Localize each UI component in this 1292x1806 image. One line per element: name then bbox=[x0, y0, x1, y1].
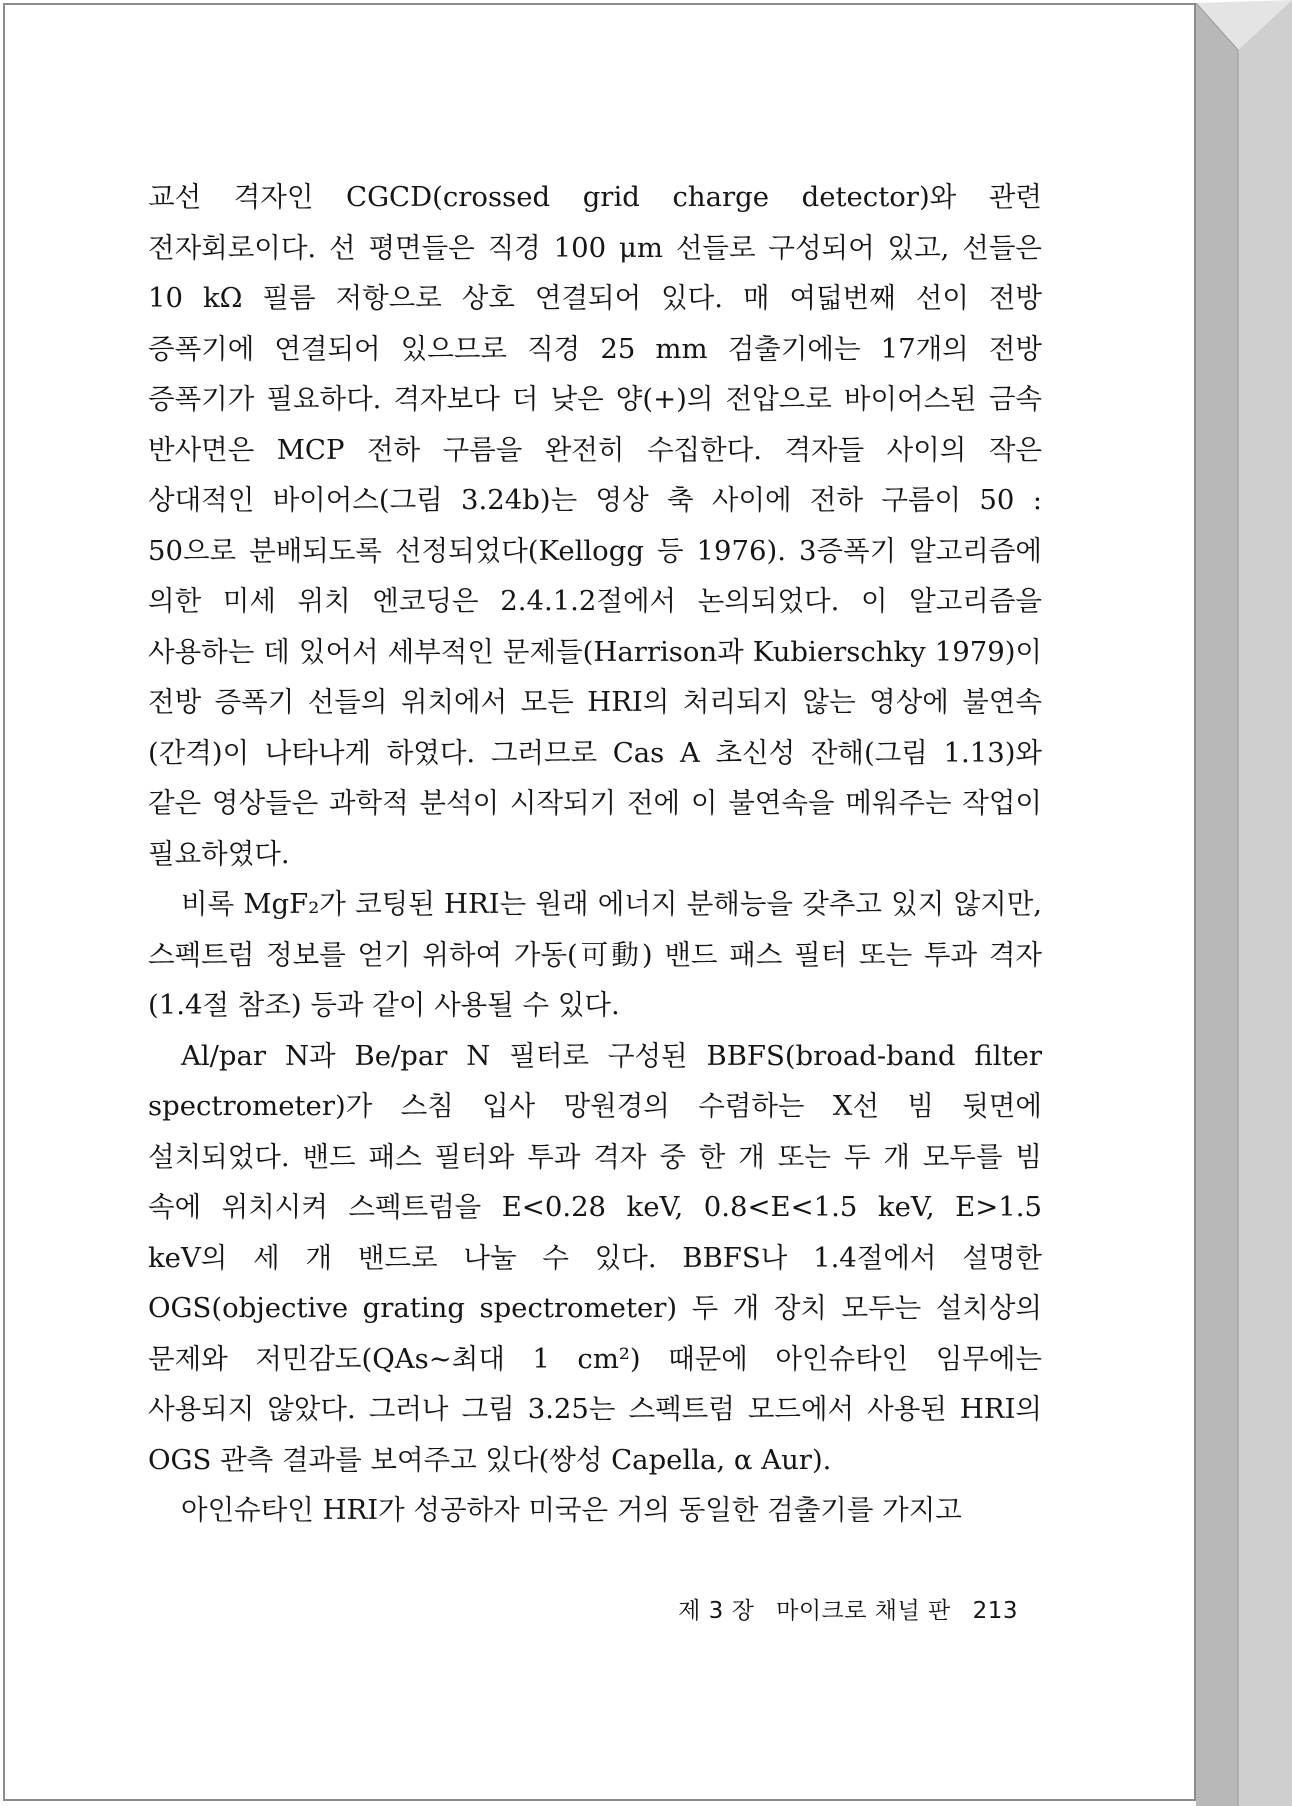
book-page-edge bbox=[1196, 0, 1292, 1806]
paragraph-1: 교선 격자인 CGCD(crossed grid charge detector)와 관련 전자회로이다. 선 평면들은 직경 100 μm 선들로 구성되어 있고, 선들은 10 kΩ 필름 저항으로 상호 연결되어 있다. 매 여덟번째 선이 전방 증폭기에 연결되어 있으므로 직경 25 mm 검출기에는 17개의 전방 증폭기가 필요하다. 격자보다 더 낮은 양(+)의 전압으로 바이어스된 금속 반사면은 MCP 전하 구름을 완전히 수집한다. 격자들 사이의 작은 상대적인 바이어스(그림 3.24b)는 영상 축 사이에 전하 구름이 50 : 50으로 분배되도록 선정되었다(Kellogg 등 1976). 3증폭기 알고리즘에 의한 미세 위치 엔코딩은 2.4.1.2절에서 논의되었다. 이 알고리즘을 사용하는 데 있어서 세부적인 문제들(Harrison과 Kubierschky 1979)이 전방 증폭기 선들의 위치에서 모든 HRI의 처리되지 않는 영상에 불연속(간격)이 나타나게 하였다. 그러므로 Cas A 초신성 잔해(그림 1.13)와 같은 영상들은 과학적 분석이 시작되기 전에 이 불연속을 메워주는 작업이 필요하였다. bbox=[148, 181, 1042, 870]
paragraph-3: Al/par N과 Be/par N 필터로 구성된 BBFS(broad-band filter spectrometer)가 스침 입사 망원경의 수렴하는 X선 빔 뒷면에 설치되었다. 밴드 패스 필터와 투과 격자 중 한 개 또는 두 개 모두를 빔 속에 위치시켜 스펙트럼을 E<0.28 keV, 0.8<E<1.5 keV, E>1.5 keV의 세 개 밴드로 나눌 수 있다. BBFS나 1.4절에서 설명한 OGS(objective grating spectrometer) 두 개 장치 모두는 설치상의 문제와 저민감도(QAs~최대 1 cm²) 때문에 아인슈타인 임무에는 사용되지 않았다. 그러나 그림 3.25는 스펙트럼 모드에서 사용된 HRI의 OGS 관측 결과를 보여주고 있다(쌍성 Capella, α Aur). bbox=[148, 1039, 1042, 1476]
page-footer bbox=[678, 1592, 1018, 1625]
paragraph-4: 아인슈타인 HRI가 성공하자 미국은 거의 동일한 검출기를 가지고 bbox=[181, 1494, 962, 1526]
body-text bbox=[148, 172, 1042, 1536]
footer-chapter-title: 마이크로 채널 판 bbox=[776, 1598, 951, 1624]
footer-page-number: 213 bbox=[972, 1598, 1018, 1624]
footer-chapter: 제 3 장 bbox=[678, 1598, 755, 1624]
paragraph-2: 비록 MgF₂가 코팅된 HRI는 원래 에너지 분해능을 갖추고 있지 않지만, 스펙트럼 정보를 얻기 위하여 가동(可動) 밴드 패스 필터 또는 투과 격자(1.4절 참조) 등과 같이 사용될 수 있다. bbox=[148, 888, 1042, 1021]
